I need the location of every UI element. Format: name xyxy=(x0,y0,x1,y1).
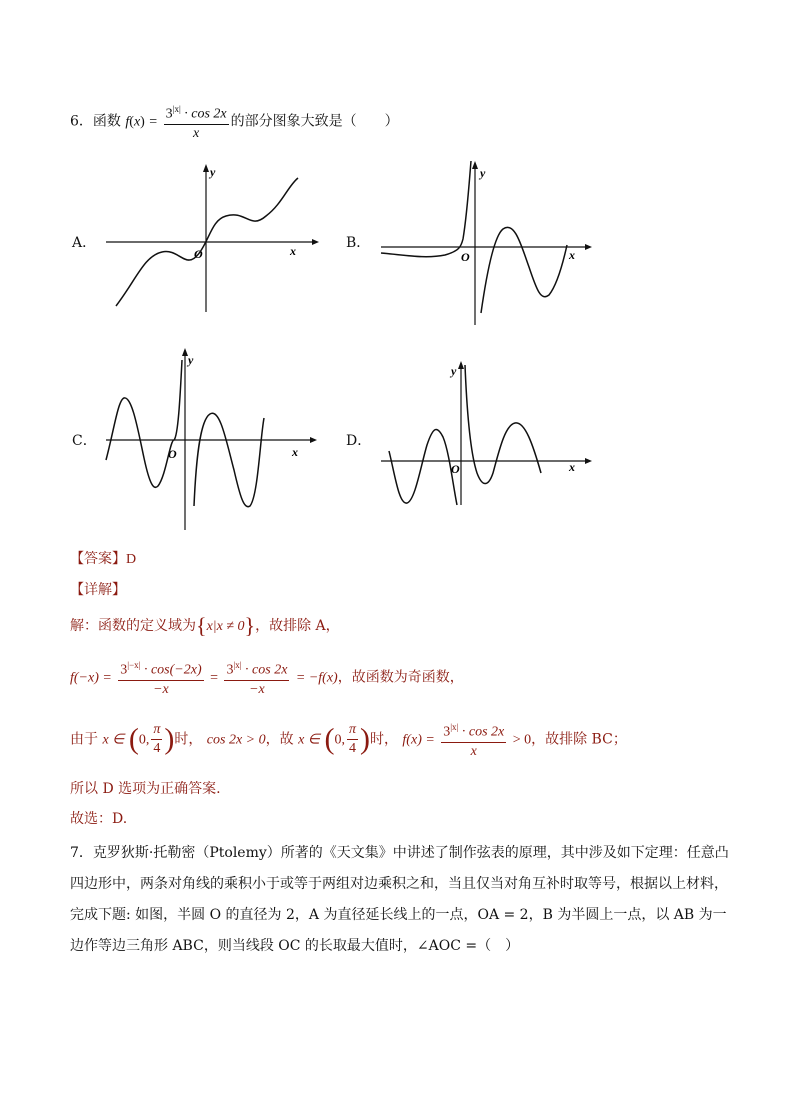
question-7-line-1: 7．克罗狄斯·托勒密（Ptolemy）所著的《天文集》中讲述了制作弦表的原理，其中涉及如下定理：任意凸 xyxy=(70,845,729,861)
cos-positive: cos 2x > 0 xyxy=(206,732,266,748)
graph-b[interactable] xyxy=(375,155,600,330)
explain-line-4: 所以 D 选项为正确答案. xyxy=(70,781,221,797)
denominator: x xyxy=(193,125,200,141)
lhs: f(−x) = xyxy=(70,670,112,686)
num-exponent: |x| xyxy=(450,722,459,732)
fraction-2 xyxy=(224,656,289,699)
fraction-1 xyxy=(118,656,203,699)
function-name: f xyxy=(125,114,130,130)
num-rest: · cos 2x xyxy=(461,724,505,740)
explain-line-3-b: 时， xyxy=(174,731,203,748)
y-axis-arrow xyxy=(203,164,209,172)
x-label: x xyxy=(290,244,296,258)
paren-right-2: ) xyxy=(359,722,370,756)
brace-left: { xyxy=(196,613,207,638)
domain-set: x|x ≠ 0 xyxy=(206,619,245,634)
question-7-line-3: 完成下题: 如图，半圆 O 的直径为 2，A 为直径延长线上的一点，OA = 2，B 为半圆上一点，以 AB 为一 xyxy=(70,907,727,923)
option-b-label[interactable]: B． xyxy=(346,235,371,251)
explain-line-1 xyxy=(70,613,340,639)
pi-over-4-2 xyxy=(347,721,358,758)
explain-line-2-tail: ，故函数为奇函数， xyxy=(337,669,464,686)
y-axis-arrow xyxy=(458,361,464,369)
f-of-x: f(x) = xyxy=(402,732,435,748)
paren-right: ) xyxy=(164,722,175,756)
question-number: 6． xyxy=(70,113,93,130)
question-prefix: 函数 xyxy=(92,113,121,130)
option-c-label[interactable]: C． xyxy=(72,433,97,449)
x-label: x xyxy=(569,248,575,262)
num-exponent: |x| xyxy=(172,104,181,114)
num-rest: · cos 2x xyxy=(245,662,288,678)
paren-left: ( xyxy=(128,722,139,756)
greater-than-zero: > 0 xyxy=(512,732,532,748)
interval-start: 0, xyxy=(138,732,150,748)
question-7-line-2: 四边形中，两条对角线的乘积小于或等于两组对边乘积之和，当且仅当对角互补时取等号，根据以上材料， xyxy=(70,876,728,892)
y-label: y xyxy=(480,166,486,180)
y-label: y xyxy=(188,353,194,367)
num-exponent: |x| xyxy=(233,660,242,670)
option-d-label[interactable]: D． xyxy=(346,433,372,449)
explain-line-3-d: 时， xyxy=(369,731,398,748)
explain-line-3-e: ，故排除 BC； xyxy=(531,731,627,748)
var-x: x xyxy=(133,114,141,130)
explain-line-5: 故选：D. xyxy=(70,811,128,827)
answer-tag: 【答案】 xyxy=(70,551,126,567)
y-label: y xyxy=(451,364,457,378)
question-7-line-4: 边作等边三角形 ABC，则当线段 OC 的长取最大值时，∠AOC =（ ） xyxy=(70,938,520,954)
explain-line-3-c: ，故 xyxy=(265,731,294,748)
x-in: x ∈ xyxy=(102,732,125,748)
paren-left-2: ( xyxy=(324,722,335,756)
x-axis-arrow xyxy=(585,244,592,250)
num-rest: · cos(−2x) xyxy=(143,662,202,678)
num-base: 3 xyxy=(120,662,128,678)
num-exponent: |−x| xyxy=(127,660,141,670)
explain-line-2 xyxy=(70,656,464,699)
four-2: 4 xyxy=(348,740,356,756)
interval-start-2: 0, xyxy=(334,732,345,748)
y-label: y xyxy=(210,165,216,179)
curve-right xyxy=(465,365,541,484)
curve-left xyxy=(106,360,182,487)
denominator: −x xyxy=(153,681,169,697)
curve-right xyxy=(481,227,567,313)
curve-left xyxy=(389,429,457,505)
explain-line-1-a: 解：函数的定义域为 xyxy=(70,618,196,634)
question-suffix: 的部分图象大致是（ ） xyxy=(230,113,399,130)
pi-over-4 xyxy=(151,721,162,758)
denominator: x xyxy=(470,743,477,759)
x-axis-arrow xyxy=(585,458,592,464)
equals-sign: = xyxy=(210,670,218,686)
origin-label: O xyxy=(451,462,460,476)
rhs: = −f(x) xyxy=(295,670,338,686)
num-rest: · cos 2x xyxy=(184,106,227,122)
origin-label: O xyxy=(168,447,177,461)
four: 4 xyxy=(153,740,161,756)
origin-label: O xyxy=(194,247,203,261)
x-in-2: x ∈ xyxy=(298,732,320,748)
explain-line-3 xyxy=(70,718,627,761)
pi-2: π xyxy=(347,721,358,740)
x-axis-arrow xyxy=(310,437,317,443)
curve-left xyxy=(381,161,471,257)
x-axis-arrow xyxy=(312,239,319,245)
denominator: −x xyxy=(249,681,265,697)
explain-tag: 【详解】 xyxy=(70,582,126,598)
origin-label: O xyxy=(461,250,470,264)
num-base: 3 xyxy=(226,662,234,678)
x-label: x xyxy=(292,445,298,459)
graph-d[interactable] xyxy=(375,355,600,515)
answer-line xyxy=(70,548,136,568)
num-base: 3 xyxy=(443,724,451,740)
y-axis-arrow xyxy=(472,161,478,169)
x-label: x xyxy=(569,460,575,474)
graph-c[interactable] xyxy=(100,340,325,535)
equals-sign: = xyxy=(149,114,158,130)
graph-a[interactable] xyxy=(100,160,325,320)
brace-right: } xyxy=(244,613,256,638)
explain-line-1-b: ，故排除 A， xyxy=(255,618,340,634)
answer-value: D xyxy=(126,552,137,567)
function-fraction xyxy=(164,100,229,143)
pi: π xyxy=(151,721,162,740)
question-6 xyxy=(70,100,399,143)
paren-right: ) xyxy=(140,114,145,130)
option-a-label[interactable]: A． xyxy=(72,235,97,251)
num-base: 3 xyxy=(165,106,173,122)
curve-right xyxy=(194,413,264,506)
explain-line-3-a: 由于 xyxy=(70,731,98,748)
fraction-3 xyxy=(441,718,506,761)
paren-left: ( xyxy=(129,114,134,130)
